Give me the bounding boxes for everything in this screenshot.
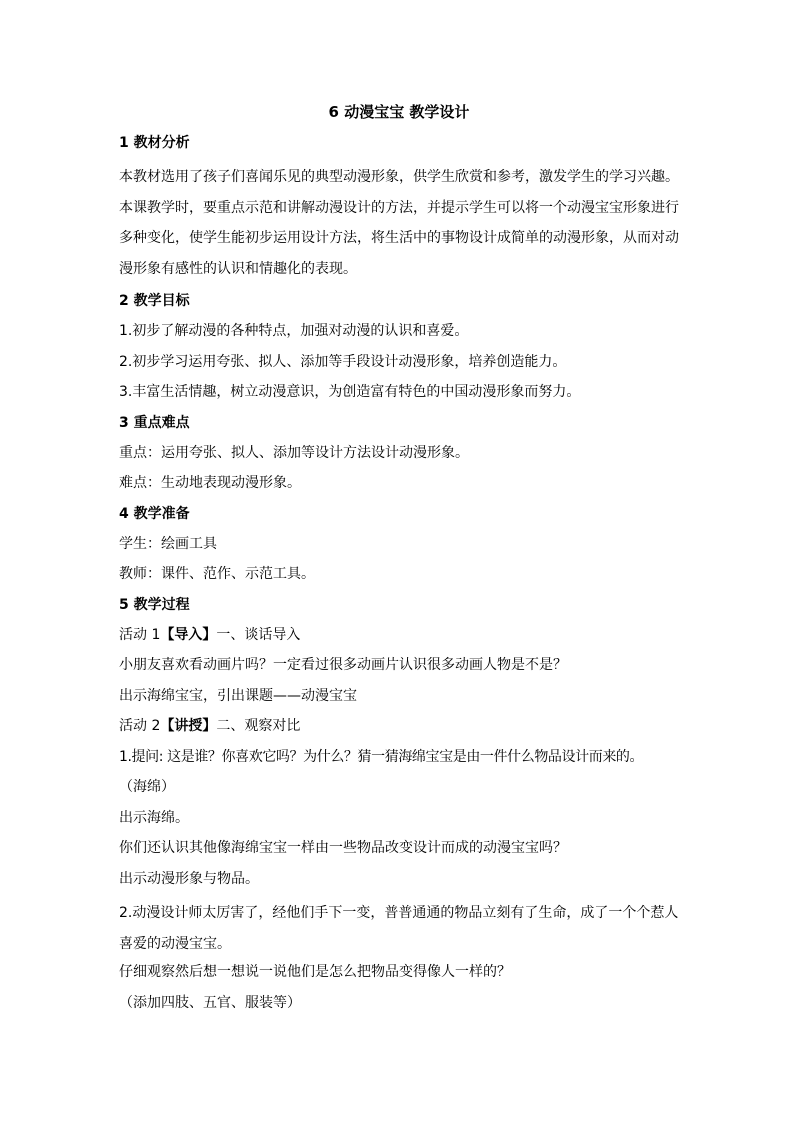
activity-2-prefix: 活动 2 (119, 718, 161, 734)
analysis-paragraph: 本教材选用了孩子们喜闻乐见的典型动漫形象，供学生欣赏和参考，激发学生的学习兴趣。本课教学时，要重点示范和讲解动漫设计的方法，并提示学生可以将一个动漫宝宝形象进行多种变化，使学生能初步运用设计方法，将生活中的事物设计成简单的动漫形象，从而对动漫形象有感性的认识和情趣化的表现。 (119, 169, 679, 277)
section-heading-goals: 2 教学目标 (119, 293, 190, 309)
goal-item: 2.初步学习运用夸张、拟人、添加等手段设计动漫形象，培养创造能力。 (119, 353, 567, 370)
process-line: 出示动漫形象与物品。 (119, 870, 259, 887)
process-line: 1.提问: 这是谁？你喜欢它吗？为什么？猜一猜海绵宝宝是由一件什么物品设计而来的。 (119, 748, 644, 765)
goal-item: 1.初步了解动漫的各种特点，加强对动漫的认识和喜爱。 (119, 323, 469, 339)
process-line: 出示海绵。 (119, 809, 189, 826)
key-point-item: 重点：运用夸张、拟人、添加等设计方法设计动漫形象。 (119, 444, 469, 461)
document-page (119, 100, 679, 1022)
section-heading-analysis: 1 教材分析 (119, 135, 190, 151)
section-heading-key-points: 3 重点难点 (119, 414, 190, 431)
activity-1-label: 一、谈话导入 (216, 626, 301, 643)
activity-2-line (119, 715, 679, 737)
preparation-item: 学生：绘画工具 (119, 535, 217, 552)
process-line: 仔细观察然后想一想说一说他们是怎么把物品变得像人一样的？ (119, 964, 511, 980)
process-line: 出示海绵宝宝，引出课题——动漫宝宝 (119, 687, 357, 704)
activity-1-tag: 【导入】 (160, 626, 217, 643)
goal-item: 3.丰富生活情趣，树立动漫意识，为创造富有特色的中国动漫形象而努力。 (119, 384, 581, 400)
activity-1-prefix: 活动 1 (119, 626, 161, 643)
process-line: 你们还认识其他像海绵宝宝一样由一些物品改变设计而成的动漫宝宝吗？ (119, 840, 567, 856)
document-title: 6 动漫宝宝 教学设计 (328, 103, 470, 121)
process-paragraph: 2.动漫设计师太厉害了，经他们手下一变，普普通通的物品立刻有了生命，成了一个个惹人喜爱的动漫宝宝。 (119, 905, 679, 952)
process-line: （添加四肢、五官、服装等） (119, 994, 301, 1011)
activity-2-label: 二、观察对比 (216, 718, 301, 734)
activity-1-line (119, 624, 679, 646)
preparation-item: 教师：课件、范作、示范工具。 (119, 566, 315, 582)
key-point-item: 难点：生动地表现动漫形象。 (119, 475, 301, 491)
section-heading-preparation: 4 教学准备 (119, 505, 190, 522)
section-heading-process: 5 教学过程 (119, 596, 190, 613)
activity-2-tag: 【讲授】 (160, 718, 217, 734)
process-line: 小朋友喜欢看动画片吗？一定看过很多动画片认识很多动画人物是不是？ (119, 657, 567, 673)
process-line: （海绵） (119, 779, 175, 795)
